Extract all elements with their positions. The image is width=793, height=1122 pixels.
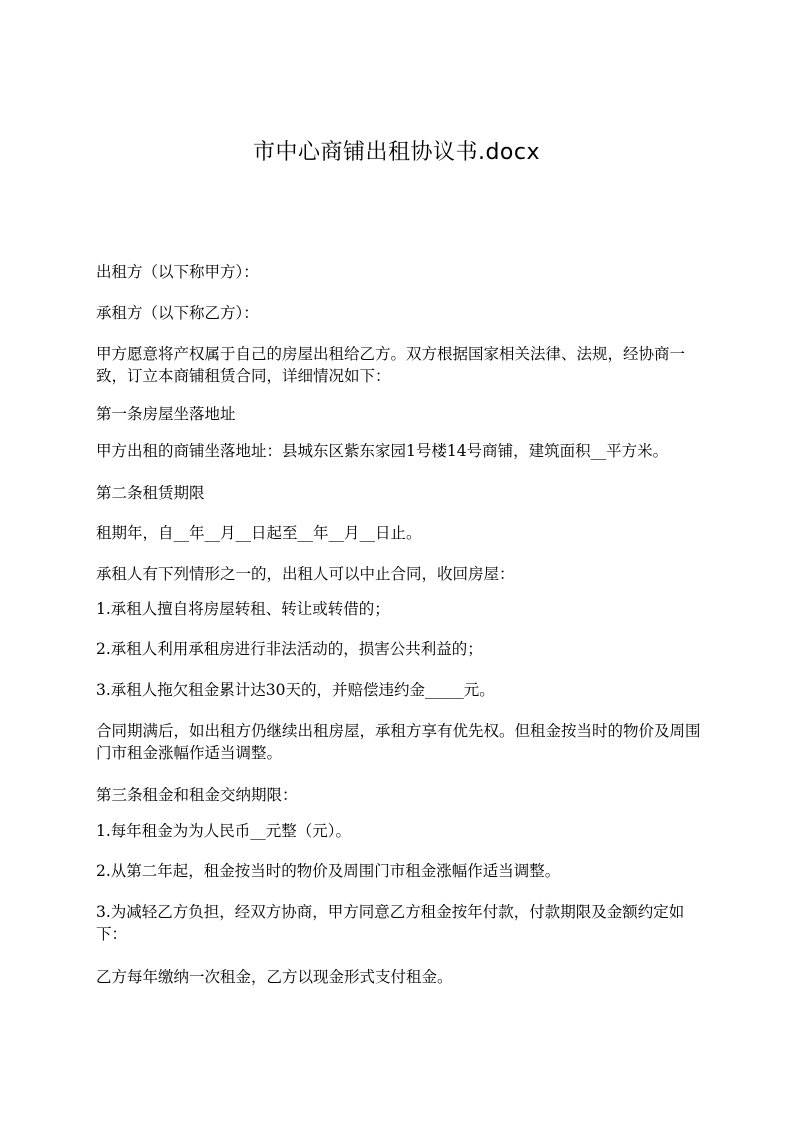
heading-article-3: 第三条租金和租金交纳期限： <box>96 786 298 804</box>
paragraph-intro: 甲方愿意将产权属于自己的房屋出租给乙方。双方根据国家相关法律、法规，经协商一致，订立本商铺租赁合同，详细情况如下： <box>96 345 686 385</box>
document-title: 市中心商铺出租协议书.docx <box>252 140 541 165</box>
heading-article-2: 第二条租赁期限 <box>96 484 205 502</box>
list-item-1: 1.承租人擅自将房屋转租、转让或转借的； <box>96 600 390 618</box>
rent-item-3: 3.为减轻乙方负担，经双方协商，甲方同意乙方租金按年付款，付款期限及金额约定如下： <box>96 903 685 943</box>
paragraph-address: 甲方出租的商铺坐落地址：县城东区紫东家园1号楼14号商铺，建筑面积__平方米。 <box>96 442 669 460</box>
paragraph-renewal: 合同期满后，如出租方仍继续出租房屋，承租方享有优先权。但租金按当时的物价及周围门市租金涨幅作适当调整。 <box>96 722 701 762</box>
rent-item-2: 2.从第二年起，租金按当时的物价及周围门市租金涨幅作适当调整。 <box>96 862 561 880</box>
list-item-2: 2.承租人利用承租房进行非法活动的，损害公共利益的； <box>96 640 483 658</box>
rent-item-1: 1.每年租金为为人民币__元整（元）。 <box>96 822 352 840</box>
paragraph-lessee: 承租方（以下称乙方）： <box>96 304 259 322</box>
paragraph-term: 租期年，自__年__月__日起至__年__月__日止。 <box>96 524 422 542</box>
paragraph-payment: 乙方每年缴纳一次租金，乙方以现金形式支付租金。 <box>96 968 453 986</box>
paragraph-lessor: 出租方（以下称甲方）： <box>96 263 259 281</box>
list-item-3: 3.承租人拖欠租金累计达30天的，并赔偿违约金_____元。 <box>96 681 495 699</box>
heading-article-1: 第一条房屋坐落地址 <box>96 405 236 423</box>
paragraph-termination: 承租人有下列情形之一的，出租人可以中止合同，收回房屋： <box>96 565 515 583</box>
